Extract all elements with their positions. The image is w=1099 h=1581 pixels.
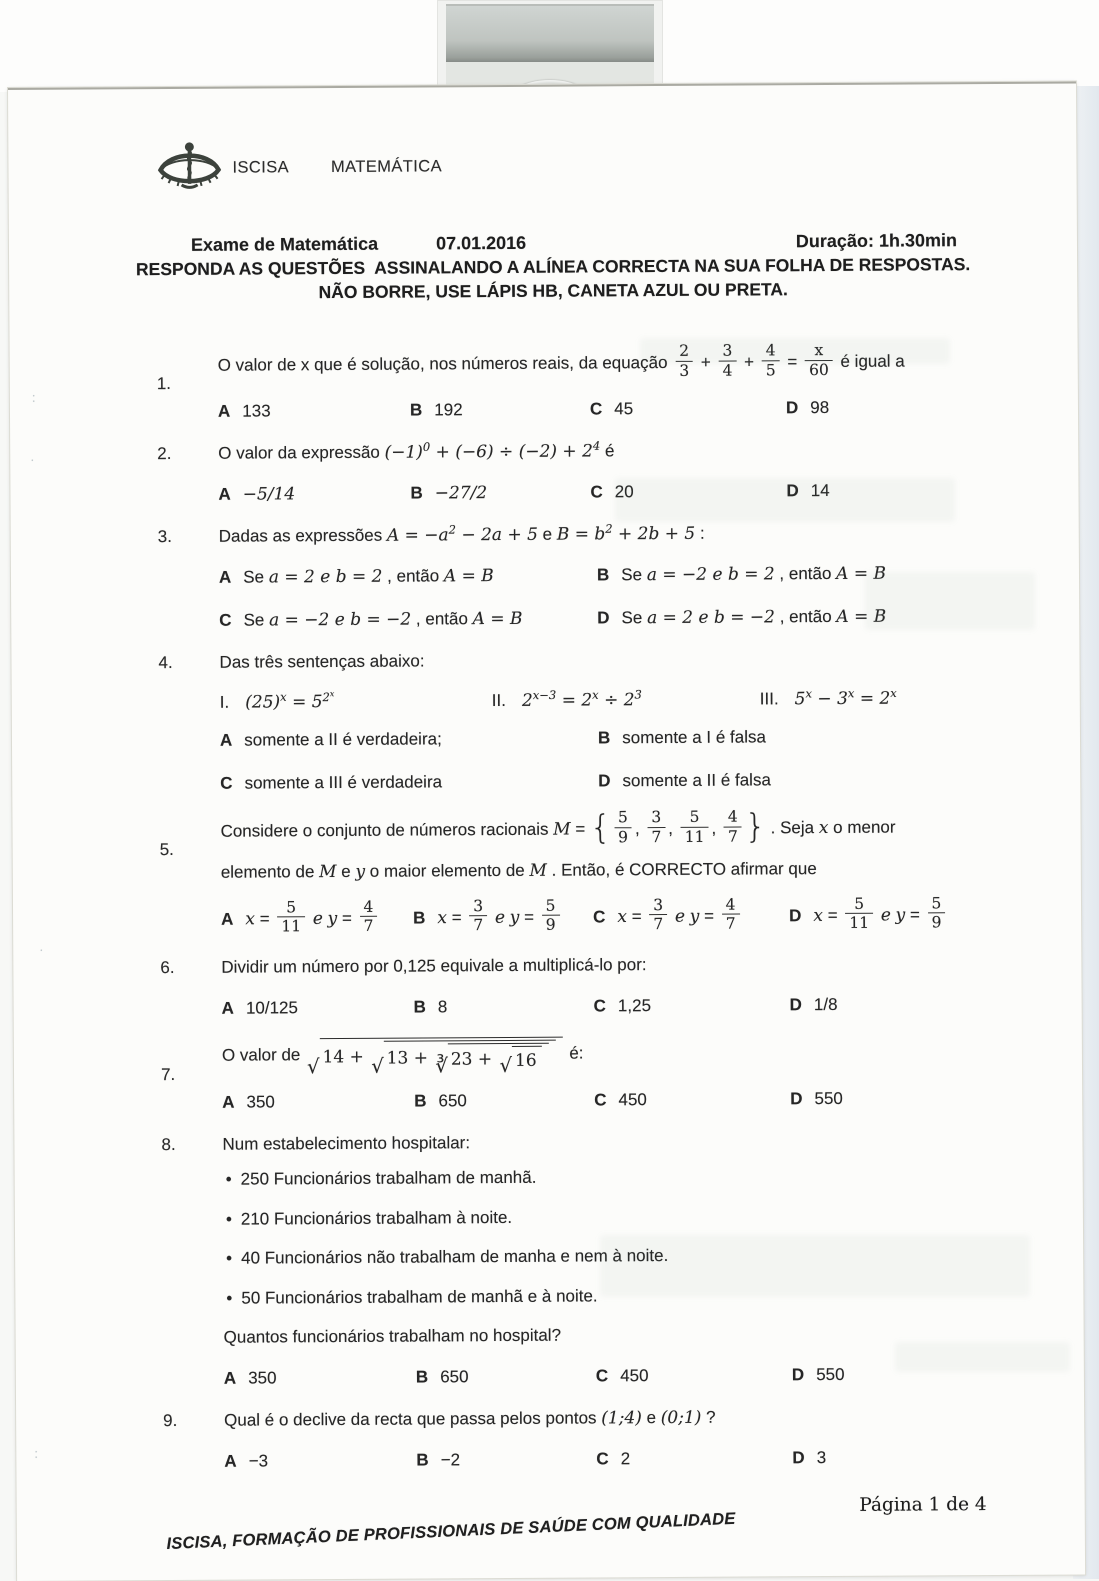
option-C <box>594 993 790 1018</box>
options-row <box>221 893 975 938</box>
statement-text: $(25)^x = 5^{2^x}$ <box>245 688 335 713</box>
option-text: x = $\frac{5}{11}$ e y = $\frac{4}{7}$ <box>245 900 380 937</box>
option-C <box>596 1363 792 1388</box>
square-root: √ 13 + ∛ 23 + √ 16 <box>371 1039 556 1074</box>
option-A <box>224 1448 416 1473</box>
subject-label: MATEMÁTICA <box>330 156 443 176</box>
option-text: 10/125 <box>245 997 298 1018</box>
option-text: x = $\frac{3}{7}$ e y = $\frac{5}{9}$ <box>437 899 562 936</box>
question-text: Considere o conjunto de números racionais M = { $\frac{5}{9}$ , $\frac{3}{7}$ , $\frac{5}{11}$ , $\frac{4}{7}$ } . Seja x o menor <box>220 805 896 847</box>
option-text: −2 <box>440 1449 461 1470</box>
scan-noise: : <box>34 1445 39 1461</box>
option-text: somente a II é falsa <box>622 770 771 791</box>
fraction: $\frac{x}{60}$ <box>805 342 833 379</box>
fraction: $\frac{4}{7}$ <box>724 809 742 846</box>
question-4 <box>11 645 1080 811</box>
fraction: $\frac{5}{11}$ <box>845 895 873 932</box>
question-number: 6. <box>160 957 175 978</box>
option-label: A <box>222 1092 235 1112</box>
option-label: D <box>791 1365 805 1385</box>
option-label: B <box>409 400 423 421</box>
eye-caduceus-icon <box>156 141 222 195</box>
question-number: 3. <box>157 527 172 547</box>
option-A <box>220 727 598 753</box>
instruction-line-1: RESPONDA AS QUESTÕES ASSINALANDO A ALÍNEA CORRECTA NA SUA FOLHA DE RESPOSTAS. <box>135 254 971 280</box>
option-label: C <box>596 1449 609 1469</box>
statements-row <box>219 686 974 714</box>
option-B <box>410 481 590 506</box>
option-B <box>597 561 973 587</box>
option-text: x = $\frac{3}{7}$ e y = $\frac{4}{7}$ <box>617 898 742 935</box>
statement-III <box>759 686 974 710</box>
option-D <box>790 992 976 1017</box>
option-text: 550 <box>816 1365 845 1385</box>
option-text: 3 <box>816 1447 827 1467</box>
option-label: D <box>789 905 802 925</box>
option-label: B <box>413 908 426 928</box>
exam-page <box>8 81 1085 1580</box>
option-text: 450 <box>620 1366 649 1386</box>
bullet-icon: • <box>226 1248 233 1268</box>
option-label: D <box>789 994 802 1014</box>
question-text: Dadas as expressões $A = -a^2 - 2a + 5$ e $B = b^2 + 2b + 5$ : <box>218 521 705 546</box>
question-text: O valor da expressão $(-1)^0 + (-6) \div (-2) + 2^4$ é <box>218 439 615 464</box>
option-text: 14 <box>810 481 830 501</box>
bullet-icon: • <box>226 1288 233 1308</box>
scan-noise: · <box>39 941 44 957</box>
question-body <box>220 805 1081 952</box>
bullet-icon: • <box>225 1209 232 1229</box>
question-text: Dividir um número por 0,125 equivale a multiplicá-lo por: <box>221 955 647 977</box>
option-text: −27/2 <box>434 483 488 504</box>
question-body <box>219 645 1080 810</box>
fraction: $\frac{5}{11}$ <box>277 899 305 936</box>
option-label: C <box>589 399 603 419</box>
page-number: Página 1 de 4 <box>859 1494 987 1516</box>
options-row <box>222 992 976 1021</box>
option-text: 98 <box>810 398 830 418</box>
question-number: 5. <box>159 840 174 860</box>
exam-duration: Duração: 1h.30min <box>795 230 958 252</box>
option-D <box>597 604 973 630</box>
option-text: 2 <box>620 1448 631 1469</box>
option-text: x = $\frac{5}{11}$ e y = $\frac{5}{9}$ <box>813 897 948 934</box>
option-text: 192 <box>434 400 463 420</box>
question-text: 210 Funcionários trabalham à noite. <box>240 1207 513 1229</box>
fraction: $\frac{3}{7}$ <box>649 896 667 933</box>
option-B <box>598 725 974 751</box>
questions-list <box>10 342 1085 1488</box>
fraction: $\frac{3}{4}$ <box>718 343 736 380</box>
option-C <box>594 1087 790 1112</box>
option-text: 1/8 <box>813 994 838 1014</box>
statement-label: III. <box>759 689 779 709</box>
option-label: A <box>217 402 231 422</box>
fraction: $\frac{3}{7}$ <box>469 898 487 935</box>
question-6 <box>13 950 1081 1035</box>
option-label: A <box>219 731 233 751</box>
question-number: 8. <box>161 1135 176 1155</box>
option-D <box>792 1362 978 1387</box>
statement-I <box>219 688 492 713</box>
question-text: 40 Funcionários não trabalham de manha e nem à noite. <box>241 1246 669 1268</box>
statement-text: $2^{x-3} = 2^x \div 2^3$ <box>521 687 642 712</box>
question-8 <box>14 1128 1084 1406</box>
option-D <box>786 478 972 503</box>
statement-text: $5^x - 3^x = 2^x$ <box>794 686 897 710</box>
question-2 <box>10 437 1078 522</box>
option-D <box>598 768 974 794</box>
exam-title: Exame de Matemática <box>190 233 379 255</box>
option-D <box>792 1445 978 1470</box>
options-row <box>222 1086 976 1115</box>
question-text: Das três sentenças abaixo: <box>219 651 425 672</box>
option-label: A <box>218 567 232 587</box>
fraction: $\frac{5}{9}$ <box>614 810 632 847</box>
scan-noise: : <box>31 389 36 405</box>
option-label: A <box>221 998 234 1018</box>
question-1 <box>10 342 1079 439</box>
option-A <box>218 482 410 507</box>
question-number: 4. <box>158 652 173 672</box>
question-number: 9. <box>163 1411 178 1431</box>
option-label: D <box>597 608 610 628</box>
option-C <box>220 770 598 796</box>
question-text: Num estabelecimento hospitalar: <box>222 1133 471 1154</box>
options-row <box>224 1445 978 1474</box>
question-body <box>218 437 1078 521</box>
option-A <box>222 995 414 1020</box>
exam-date: 07.01.2016 <box>435 232 527 254</box>
question-number: 1. <box>156 374 172 394</box>
option-C <box>590 479 786 504</box>
scan-noise: · <box>30 451 35 467</box>
option-text: 8 <box>437 996 448 1017</box>
fraction: $\frac{5}{11}$ <box>681 809 709 846</box>
option-label: C <box>220 774 233 794</box>
option-text: somente a II é verdadeira; <box>244 729 442 750</box>
option-text: 20 <box>614 482 634 502</box>
question-text: O valor de √ 14 + √ 13 + ∛ 23 + √ 16 é: <box>222 1044 584 1065</box>
option-text: 1,25 <box>617 995 652 1015</box>
option-label: C <box>593 907 606 927</box>
option-text: 450 <box>618 1090 647 1110</box>
option-A <box>218 399 410 424</box>
option-label: B <box>416 1450 429 1470</box>
question-7 <box>14 1033 1083 1130</box>
option-label: B <box>413 997 426 1017</box>
statement-label: II. <box>491 691 506 711</box>
option-label: C <box>219 610 232 630</box>
option-D <box>790 1086 976 1111</box>
option-label: B <box>414 1091 427 1111</box>
logo-text: ISCISA <box>232 157 290 177</box>
option-label: C <box>593 995 606 1016</box>
exam-title-row <box>191 230 957 256</box>
option-label: C <box>590 482 603 502</box>
question-text: 50 Funcionários trabalham de manhã e à noite. <box>241 1286 598 1308</box>
option-A <box>221 897 413 938</box>
option-label: A <box>218 484 231 504</box>
square-root: √ 16 <box>499 1045 541 1073</box>
option-text: −3 <box>248 1451 269 1471</box>
question-9 <box>16 1404 1084 1489</box>
option-label: D <box>598 771 611 791</box>
fraction: $\frac{3}{7}$ <box>647 809 665 846</box>
option-label: D <box>785 398 799 418</box>
option-B <box>410 398 590 423</box>
options-row <box>224 1362 978 1391</box>
option-D <box>789 893 975 935</box>
options-row <box>220 725 974 797</box>
option-text: 350 <box>246 1092 275 1112</box>
option-label: B <box>597 728 611 748</box>
option-text: 350 <box>248 1368 277 1388</box>
option-text: −5/14 <box>242 484 296 505</box>
question-text: 250 Funcionários trabalham de manhã. <box>240 1167 537 1189</box>
question-text: O valor de x que é solução, nos números reais, da equação $\frac{2}{3}$ + $\frac{3}{4}$ + $\frac{4}{5}$ = $\frac{x}{60}$ é igual a <box>217 341 905 380</box>
option-B <box>414 1089 594 1114</box>
footer-motto: ISCISA, FORMAÇÃO DE PROFISSIONAIS DE SAÚDE COM QUALIDADE <box>166 1509 736 1554</box>
option-C <box>219 606 597 632</box>
option-text: 650 <box>440 1367 469 1387</box>
option-A <box>224 1366 416 1391</box>
question-body <box>218 342 1079 438</box>
fraction: $\frac{4}{7}$ <box>359 898 377 935</box>
statement-II <box>491 687 760 712</box>
option-text: Se a = 2 e b = 2 , então A = B <box>243 565 494 588</box>
option-A <box>222 1090 414 1115</box>
option-label: A <box>224 1451 237 1471</box>
option-B <box>413 896 593 937</box>
option-text: 45 <box>614 399 634 419</box>
options-row <box>218 478 972 507</box>
header <box>156 135 1076 195</box>
question-text: elemento de M e y o maior elemento de M . Então, é CORRECTO afirmar que <box>220 858 817 882</box>
fraction: $\frac{5}{9}$ <box>542 897 560 934</box>
options-row <box>219 561 973 633</box>
option-C <box>593 895 789 936</box>
instruction-line-2: NÃO BORRE, USE LÁPIS HB, CANETA AZUL OU PRETA. <box>318 279 788 303</box>
option-text: 650 <box>438 1091 467 1111</box>
question-text: Quantos funcionários trabalham no hospital? <box>223 1326 562 1348</box>
option-label: C <box>594 1090 607 1110</box>
option-B <box>416 1365 596 1390</box>
statement-label: I. <box>219 693 230 713</box>
option-label: C <box>595 1366 609 1386</box>
option-text: Se a = 2 e b = −2 , então A = B <box>621 606 887 628</box>
option-text: Se a = −2 e b = −2 , então A = B <box>243 608 523 631</box>
bullet-icon: • <box>225 1169 232 1189</box>
option-label: D <box>790 1089 803 1109</box>
option-text: 133 <box>242 401 271 422</box>
question-body <box>221 950 1081 1034</box>
fraction: $\frac{5}{9}$ <box>927 895 945 932</box>
scanner-tab-slot <box>446 4 654 62</box>
square-root: √ 14 + √ 13 + ∛ 23 + √ 16 <box>307 1036 563 1074</box>
cube-root: ∛ 23 + √ 16 <box>435 1042 548 1073</box>
option-text: somente a I é falsa <box>622 727 766 748</box>
question-number: 2. <box>157 444 172 464</box>
fraction: $\frac{4}{7}$ <box>722 896 740 933</box>
option-text: somente a III é verdadeira <box>244 772 443 793</box>
question-3 <box>11 520 1080 648</box>
question-5 <box>12 805 1081 953</box>
option-label: B <box>410 483 423 503</box>
question-body <box>222 1128 1084 1405</box>
question-text: Qual é o declive da recta que passa pelos pontos (1;4) e (0;1) ? <box>224 1407 716 1430</box>
question-body <box>224 1404 1084 1488</box>
fraction: $\frac{4}{5}$ <box>762 342 780 379</box>
option-label: D <box>786 481 799 501</box>
option-label: A <box>221 909 234 929</box>
option-B <box>416 1447 596 1472</box>
question-number: 7. <box>160 1064 176 1084</box>
option-C <box>590 397 786 422</box>
option-text: Se a = −2 e b = 2 , então A = B <box>621 563 886 585</box>
option-text: 550 <box>814 1089 843 1109</box>
option-B <box>414 994 594 1019</box>
option-label: A <box>223 1368 237 1388</box>
options-row <box>218 396 972 425</box>
question-body <box>219 520 1080 647</box>
option-label: B <box>415 1367 429 1387</box>
option-label: B <box>596 565 610 585</box>
option-C <box>596 1446 792 1471</box>
fraction: $\frac{2}{3}$ <box>675 343 693 380</box>
question-body <box>222 1033 1083 1129</box>
option-label: D <box>792 1447 805 1467</box>
option-D <box>786 396 972 421</box>
option-A <box>219 563 597 589</box>
